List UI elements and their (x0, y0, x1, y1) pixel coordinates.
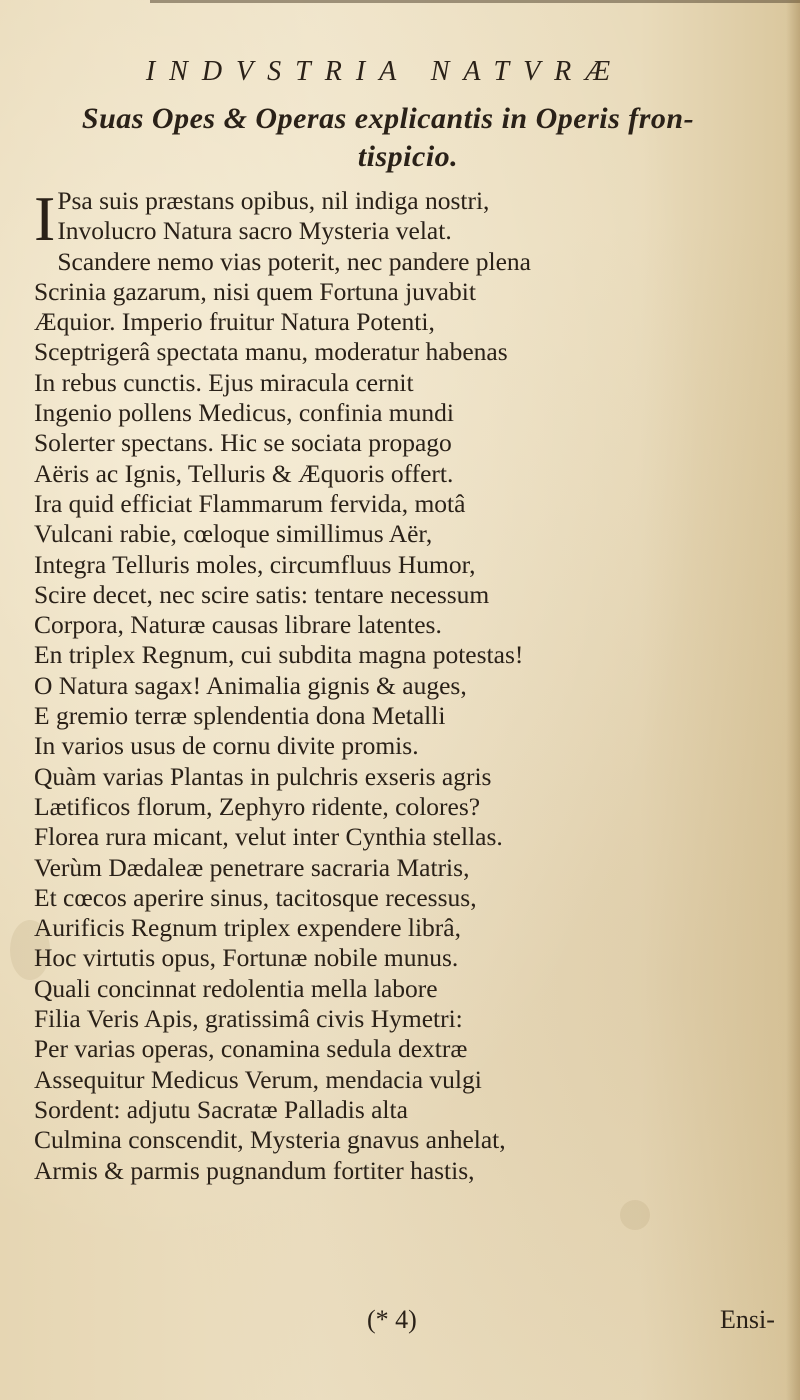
poem-line: In varios usus de cornu divite promis. (34, 731, 419, 761)
poem-line: Assequitur Medicus Verum, mendacia vulgi (34, 1064, 482, 1094)
poem-line: Sceptrigerâ spectata manu, moderatur habenas (34, 337, 508, 367)
top-rule (150, 0, 800, 3)
poem-line: Ira quid efficiat Flammarum fervida, motâ (34, 488, 466, 518)
poem-line: Ingenio pollens Medicus, confinia mundi (34, 398, 454, 428)
poem-line: Florea rura micant, velut inter Cynthia stellas. (34, 822, 503, 852)
poem-line: Scandere nemo vias poterit, nec pandere plena (57, 246, 531, 276)
poem-line: Scire decet, nec scire satis: tentare necessum (34, 579, 490, 609)
poem-heading (38, 100, 738, 176)
poem-line: Hoc virtutis opus, Fortunæ nobile munus. (34, 943, 459, 973)
poem-line: Sordent: adjutu Sacratæ Palladis alta (34, 1094, 408, 1124)
poem-line: Filia Veris Apis, gratissimâ civis Hymetri: (34, 1004, 463, 1034)
poem-line: Culmina conscendit, Mysteria gnavus anhelat, (34, 1125, 506, 1155)
catchword: Ensi- (720, 1305, 775, 1334)
poem-line: Quali concinnat redolentia mella labore (34, 973, 438, 1003)
drop-cap: I (34, 183, 56, 254)
poem-heading-line-1: Suas Opes & Operas explicantis in Operis fron- (81, 102, 695, 135)
poem-line: Quàm varias Plantas in pulchris exseris agris (34, 761, 492, 791)
poem-line: Aëris ac Ignis, Telluris & Æquoris offert. (34, 458, 454, 488)
poem-line: In rebus cunctis. Ejus miracula cernit (34, 367, 414, 397)
poem-body (34, 183, 594, 1186)
poem-line: Solerter spectans. Hic se sociata propago (34, 428, 452, 458)
running-title: INDVSTRIA NATVRÆ (145, 56, 625, 87)
poem-line: Corpora, Naturæ causas librare latentes. (34, 610, 442, 640)
poem-line: Psa suis præstans opibus, nil indiga nostri, (57, 186, 490, 215)
running-header (0, 56, 800, 88)
poem-line: En triplex Regnum, cui subdita magna potestas! (34, 640, 524, 670)
poem-line: Et cœcos aperire sinus, tacitosque recessus, (34, 882, 477, 912)
poem-line: Scrinia gazarum, nisi quem Fortuna juvabit (34, 276, 476, 306)
poem-line: O Natura sagax! Animalia gignis & auges, (34, 670, 467, 700)
poem-line: Per varias operas, conamina sedula dextræ (34, 1034, 468, 1064)
poem-line: Integra Telluris moles, circumfluus Humor, (34, 549, 476, 579)
poem-line: E gremio terræ splendentia dona Metalli (34, 701, 446, 731)
poem-line: Lætificos florum, Zephyro ridente, colores? (34, 791, 481, 821)
poem-line: Armis & parmis pugnandum fortiter hastis, (34, 1155, 475, 1185)
poem-heading-line-2: tispicio. (357, 140, 459, 173)
poem-line: Aurificis Regnum triplex expendere librâ, (34, 913, 461, 943)
signature-mark: (* 4) (367, 1305, 417, 1334)
poem-line: Verùm Dædaleæ penetrare sacraria Matris, (34, 852, 470, 882)
poem-line: Æquior. Imperio fruitur Natura Potenti, (34, 307, 435, 337)
page-edge-shadow (786, 0, 800, 1400)
poem-line: Vulcani rabie, cœloque simillimus Aër, (34, 519, 433, 549)
poem-line: Involucro Natura sacro Mysteria velat. (57, 216, 452, 246)
page-footer (0, 1305, 800, 1345)
paper-stain (620, 1200, 650, 1230)
